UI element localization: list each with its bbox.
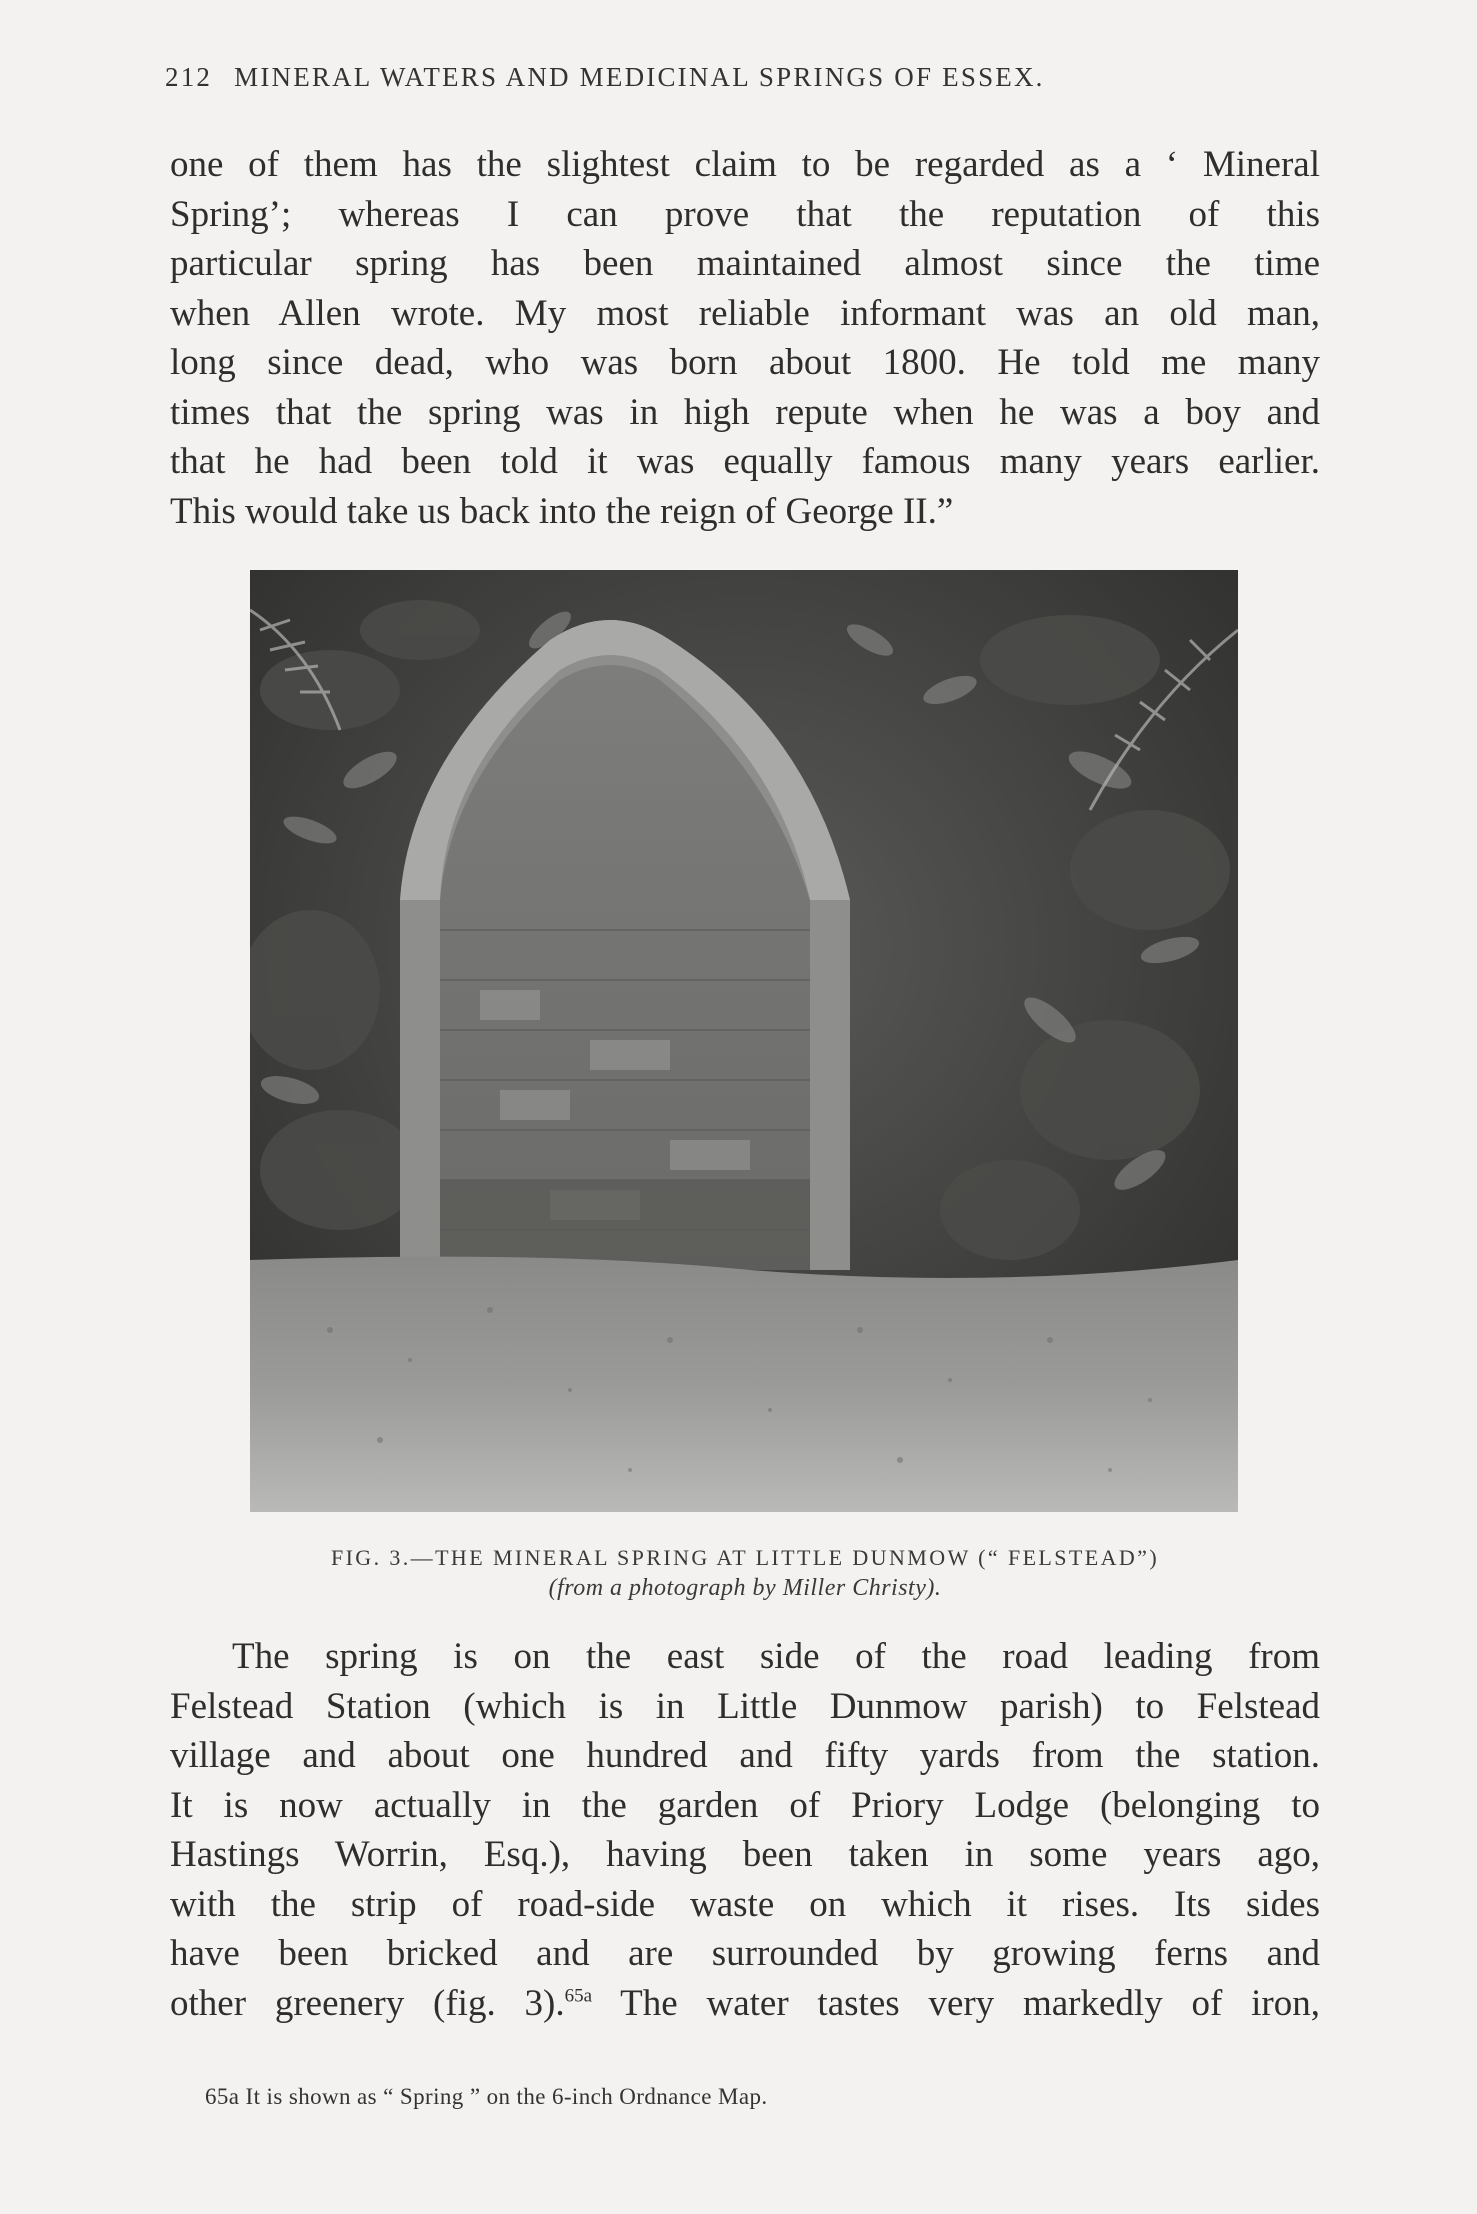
- figure-caption: [165, 1545, 1325, 1602]
- figure-caption-title: FIG. 3.—THE MINERAL SPRING AT LITTLE DUNMOW (“ FELSTEAD”): [330, 1545, 1160, 1570]
- text-line: It is now actually in the garden of Priory Lodge (belonging to: [170, 1784, 1320, 1826]
- text-line: This would take us back into the reign of George II.”: [170, 490, 954, 532]
- paragraph-continued: [170, 140, 1320, 536]
- text-fragment: The water tastes very markedly of iron,: [592, 1982, 1320, 2024]
- text-line: have been bricked and are surrounded by growing ferns and: [170, 1933, 1320, 1974]
- page-number: 212: [165, 62, 213, 92]
- running-head: [165, 62, 1325, 93]
- text-line: long since dead, who was born about 1800. He told me many: [170, 342, 1320, 383]
- text-line: The spring is on the east side of the road leading from: [232, 1636, 1320, 1677]
- text-line: Spring’; whereas I can prove that the reputation of this: [170, 193, 1320, 235]
- text-line: times that the spring was in high repute when he was a boy and: [170, 391, 1320, 433]
- text-line: [170, 1979, 1320, 2029]
- text-line: that he had been told it was equally famous many years earlier.: [170, 441, 1320, 482]
- text-line: Hastings Worrin, Esq.), having been taken in some years ago,: [170, 1834, 1320, 1875]
- running-head-title: MINERAL WATERS AND MEDICINAL SPRINGS OF ESSEX.: [234, 62, 1045, 92]
- footnote-reference[interactable]: 65a: [564, 1985, 593, 2007]
- text-line: village and about one hundred and fifty yards from the station.: [170, 1735, 1320, 1776]
- text-line: with the strip of road-side waste on which it rises. Its sides: [170, 1883, 1320, 1925]
- spring-photograph-illustration: [250, 570, 1238, 1512]
- text-line: Felstead Station (which is in Little Dunmow parish) to Felstead: [170, 1685, 1320, 1727]
- paragraph-spring-location: [170, 1632, 1320, 2028]
- text-line: particular spring has been maintained almost since the time: [170, 243, 1320, 284]
- text-line: one of them has the slightest claim to be regarded as a ‘ Mineral: [170, 144, 1320, 185]
- footnote: 65a It is shown as “ Spring ” on the 6-inch Ordnance Map.: [205, 2084, 768, 2109]
- text-line: when Allen wrote. My most reliable informant was an old man,: [170, 292, 1320, 334]
- spring-photograph: [250, 570, 1238, 1512]
- figure-caption-credit: (from a photograph by Miller Christy).: [548, 1575, 942, 1601]
- text-fragment: other greenery (fig. 3).: [170, 1982, 565, 2024]
